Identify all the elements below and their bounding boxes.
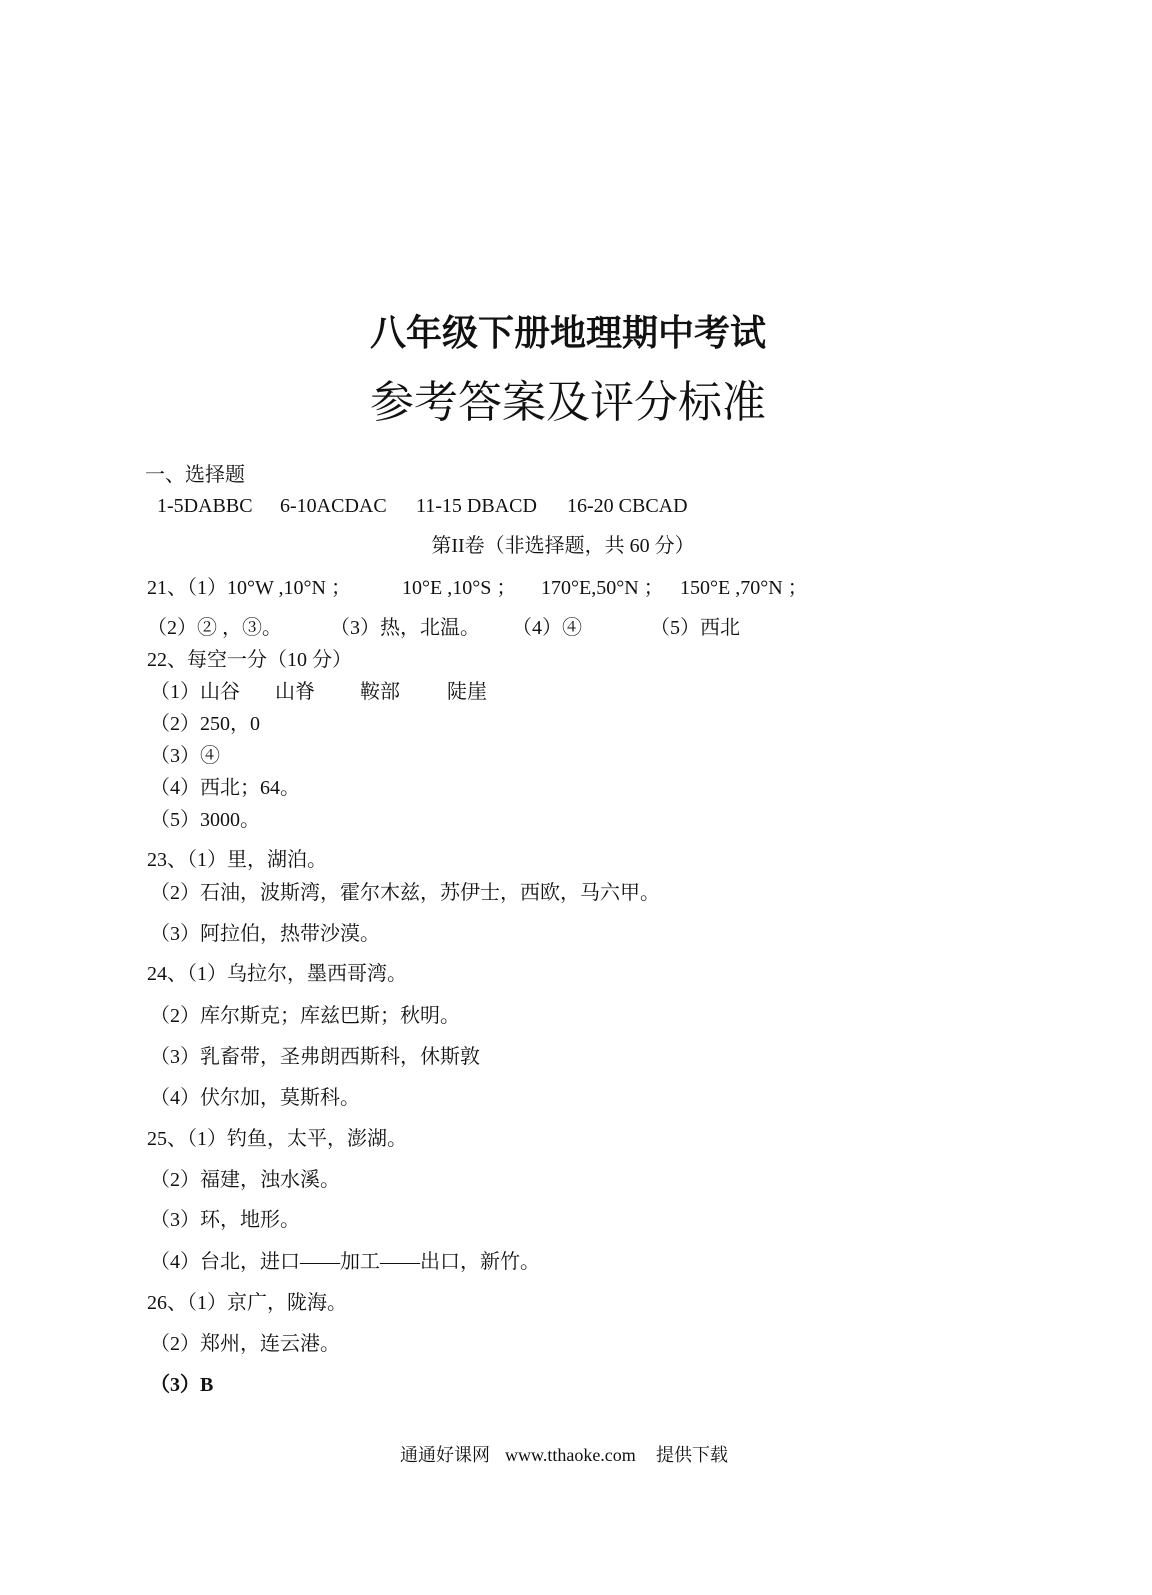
q21-segment: （4）④: [512, 617, 582, 639]
part2-heading: 第II卷（非选择题，共 60 分）: [431, 535, 695, 557]
q22-answer: （4）西北；64。: [150, 777, 300, 799]
q21-segment: 10°E ,10°S ；: [402, 577, 517, 599]
q21-segment: 21、（1）10°W ,10°N ；: [147, 577, 351, 599]
choice-answer-group: 6-10ACDAC: [280, 495, 387, 517]
q22-segment: 山脊: [275, 681, 315, 703]
q23-answer: 23、（1）里，湖泊。: [147, 849, 327, 871]
document-title: 八年级下册地理期中考试: [369, 313, 766, 353]
q22-segment: 鞍部: [360, 681, 400, 703]
choice-answer-group: 16-20 CBCAD: [567, 495, 688, 517]
q21-segment: 150°E ,70°N ；: [680, 577, 808, 599]
q21-segment: （2）② ，③。: [147, 617, 282, 639]
q21-segment: 170°E,50°N ；: [541, 577, 664, 599]
section-heading-choice: 一、选择题: [145, 464, 245, 486]
q26-answer: 26、（1）京广，陇海。: [147, 1292, 347, 1314]
choice-answer-group: 1-5DABBC: [157, 495, 253, 517]
q24-answer: 24、（1）乌拉尔，墨西哥湾。: [147, 963, 407, 985]
footer-site-url: www.tthaoke.com: [505, 1445, 636, 1465]
q22-answer: （2）250，0: [150, 713, 260, 735]
q24-answer: （3）乳畜带，圣弗朗西斯科，休斯敦: [150, 1046, 480, 1068]
q22-segment: （1）山谷: [150, 681, 240, 703]
q22-heading: 22、每空一分（10 分）: [147, 649, 352, 671]
footer-site-name: 通通好课网: [400, 1445, 490, 1465]
q25-answer: （2）福建，浊水溪。: [150, 1169, 340, 1191]
q23-answer: （3）阿拉伯，热带沙漠。: [150, 923, 380, 945]
q25-answer: （3）环，地形。: [150, 1209, 300, 1231]
q23-answer: （2）石油，波斯湾，霍尔木兹，苏伊士，西欧，马六甲。: [150, 882, 660, 904]
footer-download-note: 提供下载: [656, 1445, 728, 1465]
q21-segment: （5）西北: [650, 617, 740, 639]
q25-answer: 25、（1）钓鱼，太平，澎湖。: [147, 1128, 407, 1150]
q26-answer: （2）郑州，连云港。: [150, 1333, 340, 1355]
q22-segment: 陡崖: [447, 681, 487, 703]
q24-answer: （4）伏尔加，莫斯科。: [150, 1087, 360, 1109]
q22-answer: （5）3000。: [150, 809, 260, 831]
q21-segment: （3）热，北温。: [330, 617, 480, 639]
q22-answer: （3）④: [150, 745, 220, 767]
q25-answer: （4）台北，进口——加工——出口，新竹。: [150, 1251, 540, 1273]
choice-answer-group: 11-15 DBACD: [416, 495, 537, 517]
q24-answer: （2）库尔斯克；库兹巴斯；秋明。: [150, 1005, 460, 1027]
document-subtitle: 参考答案及评分标准: [370, 378, 766, 427]
q26-answer: （3）B: [150, 1374, 214, 1396]
